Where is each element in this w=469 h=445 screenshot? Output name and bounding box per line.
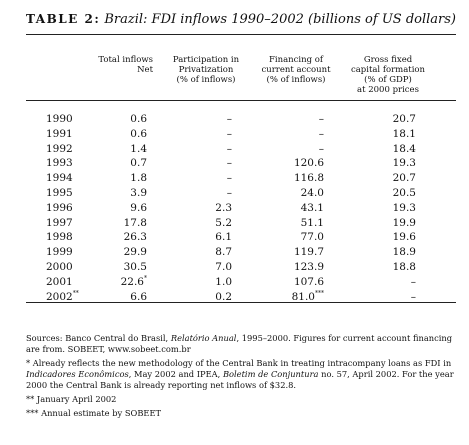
financing-cell: – [318,142,324,155]
gfcf-cell: 19.3 [392,201,416,214]
financing-cell: – [318,113,324,125]
privatization-cell: – [226,127,232,140]
gfcf-cell: 18.4 [392,142,416,155]
privatization-cell: 2.3 [215,201,232,214]
financing-cell: 116.8 [293,172,324,185]
privatization-cell: 0.2 [215,290,232,303]
table-row [0,201,469,215]
year-cell: 1995 [46,187,73,199]
year-cell: 1993 [46,157,73,170]
gfcf-cell: 19.3 [392,157,416,170]
table-label: TABLE 2: [26,12,101,26]
year-cell: 1994 [46,172,73,185]
table-row [0,127,469,141]
year-cell: 1997 [46,216,73,229]
header-financing: Financing of current account (% of inflows) [261,55,331,85]
financing-cell: – [318,127,324,140]
total-inflows-cell: 22.6* [120,274,147,288]
privatization-cell: 6.1 [215,231,232,244]
sources-note: Sources: Banco Central do Brasil, Relatório Anual, 1995–2000. Figures for current account financing are from. SOBEET, www.sobeet.com.br [26,333,453,354]
year-cell: 2002** [46,289,79,303]
privatization-cell: – [226,142,232,155]
gfcf-cell: 20.7 [392,113,416,125]
gfcf-cell: – [410,275,416,288]
total-inflows-cell: 26.3 [123,231,147,244]
gfcf-cell: 18.1 [392,127,416,140]
table-row [0,230,469,244]
year-cell: 1999 [46,246,73,259]
header-total-inflows: Total inflows Net [98,55,153,75]
privatization-cell: 8.7 [215,246,232,259]
gfcf-cell: 20.5 [392,187,416,199]
year-cell: 1992 [46,142,73,155]
privatization-cell: 7.0 [215,261,232,273]
table-title: Brazil: FDI inflows 1990–2002 (billions of US dollars) [104,12,456,27]
year-cell: 2000 [46,261,73,273]
table-row [0,142,469,156]
gfcf-cell: – [410,290,416,303]
year-cell: 1998 [46,231,73,244]
financing-cell: 43.1 [300,201,324,214]
gfcf-cell: 19.6 [392,231,416,244]
table-row [0,260,469,274]
gfcf-cell: 20.7 [392,172,416,185]
table-row [0,112,469,126]
privatization-cell: – [226,157,232,170]
header-rule [26,100,456,101]
table-row [0,156,469,170]
footnote-2: ** January April 2002 [26,394,117,404]
gfcf-cell: 19.9 [392,216,416,229]
financing-cell: 51.1 [300,216,324,229]
privatization-cell: – [226,172,232,185]
total-inflows-cell: 6.6 [130,290,147,303]
financing-cell: 81.0*** [291,289,324,303]
total-inflows-cell: 17.8 [123,216,147,229]
financing-cell: 120.6 [293,157,324,170]
privatization-cell: 5.2 [215,216,232,229]
table-title-row [26,12,456,27]
table-notes [26,333,458,422]
total-inflows-cell: 0.6 [130,113,147,125]
financing-cell: 123.9 [293,261,324,273]
financing-cell: 119.7 [293,246,324,259]
privatization-cell: 1.0 [215,275,232,288]
gfcf-cell: 18.9 [392,246,416,259]
year-cell: 1990 [46,113,73,125]
gfcf-cell: 18.8 [392,261,416,273]
total-inflows-cell: 9.6 [130,201,147,214]
footnote-1: * Already reflects the new methodology of the Central Bank in treating intracompany loans as FDI in Indicadores Econômicos, May 2002 and IPEA, Boletim de Conjuntura no. 57, April 2002. For the year 2000 the Central Bank is already reporting net inflows of $32.8. [26,358,454,390]
header-privatization: Participation in Privatization (% of inflows) [172,55,240,85]
financing-cell: 77.0 [300,231,324,244]
total-inflows-cell: 29.9 [123,246,147,259]
table-row [0,275,469,289]
total-inflows-cell: 0.6 [130,127,147,140]
financing-cell: 107.6 [293,275,324,288]
financing-cell: 24.0 [300,187,324,199]
footnote-3: *** Annual estimate by SOBEET [26,408,162,418]
total-inflows-cell: 3.9 [130,187,147,199]
table-row [0,171,469,185]
privatization-cell: – [226,113,232,125]
total-inflows-cell: 30.5 [123,261,147,273]
total-inflows-cell: 1.4 [130,142,147,155]
table-row [0,245,469,259]
privatization-cell: – [226,187,232,199]
total-inflows-cell: 1.8 [130,172,147,185]
table-row [0,186,469,200]
table-row [0,216,469,230]
year-cell: 1996 [46,201,73,214]
year-cell: 1991 [46,127,73,140]
total-inflows-cell: 0.7 [130,157,147,170]
footnote-marker: ** [72,289,79,297]
top-rule [26,34,456,35]
footnote-marker: * [144,274,147,282]
footnote-marker: *** [315,289,324,297]
bottom-rule [26,302,456,303]
year-cell: 2001 [46,275,73,288]
header-gross-fixed-capital: Gross fixed capital formation (% of GDP) at 2000 prices [350,55,426,95]
